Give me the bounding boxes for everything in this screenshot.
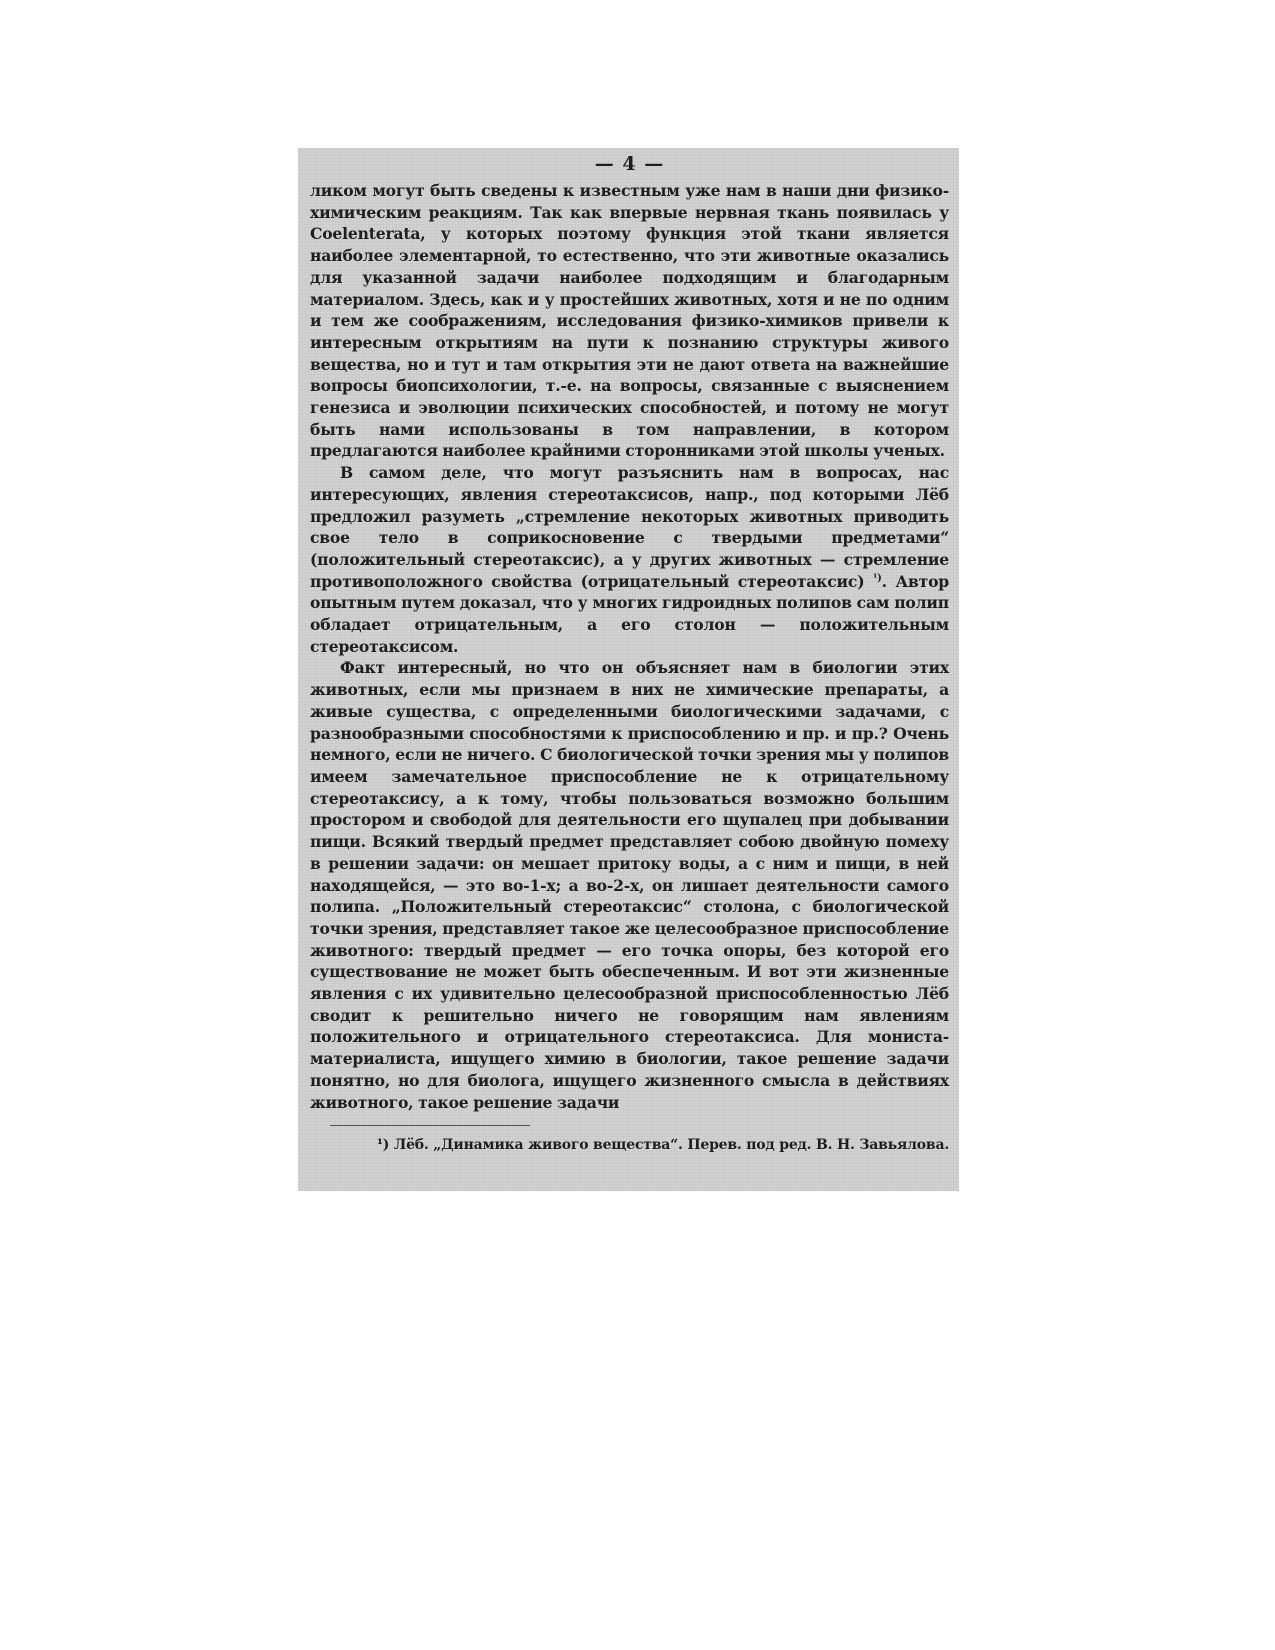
footnote-divider xyxy=(330,1125,530,1126)
footnote-marker: ¹) xyxy=(376,1137,390,1154)
page-number: — 4 — xyxy=(594,153,665,175)
footnote-reference: ¹) xyxy=(872,572,882,584)
footnote-text: Лёб. „Динамика живого вещества“. Перев. под ред. В. Н. Завьялова. xyxy=(393,1137,949,1154)
scanned-page xyxy=(298,148,959,1191)
paragraph-3: Факт интересный, но что он объясняет нам в биологии этих животных, если мы признаем в них не химические препараты, а живые существа, с определенными биологическими задачами, с разнообразными способностями к приспособлению и пр. и пр.? Очень немного, если не ничего. С биологической точки зрения мы у полипов имеем замечательное приспособление не к отрицательному стереотаксису, а к тому, чтобы пользоваться возможно большим простором и свободой для деятельности его щупалец при добывании пищи. Всякий твердый предмет представляет собою двойную помеху в решении задачи: он мешает притоку воды, а с ним и пищи, в ней находящейся, — это во-1-х; а во-2-х, он лишает деятельности самого полипа. „Положительный стереотаксис“ столона, с биологической точки зрения, представляет такое же целесообразное приспособление животного: твердый предмет — его точка опоры, без которой его существование не может быть обеспеченным. И вот эти жизненные явления с их удивительно целесообразной приспособленностью Лёб сводит к решительно ничего не говорящим нам явлениям положительного и отрицательного стереотаксиса. Для мониста-материалиста, ищущего химию в биологии, такое решение задачи понятно, но для биолога, ищущего жизненного смысла в действиях животного, такое решение задачи xyxy=(310,658,949,1112)
paragraph-2: В самом деле, что могут разъяснить нам в вопросах, нас интересующих, явления стереотаксисов, напр., под которыми Лёб предложил разуметь „стремление некоторых животных приводить свое тело в соприкосновение с твердыми предметами“ (положительный стереотаксис), а у других животных — стремление противоположного свойства (отрицательный стереотаксис) $^{^1)}$. Автор опытным путем доказал, что у многих гидроидных полипов сам полип обладает отрицательным, а его столон — положительным стереотаксисом. xyxy=(310,463,949,656)
paragraph-2-continued: Автор опытным путем доказал, что у многих гидроидных полипов сам полип обладает отрицательным, а его столон — положительным стереотаксисом. xyxy=(310,571,949,656)
footnote xyxy=(310,1136,949,1154)
paragraph-2-text: В самом деле, что могут разъяснить нам в вопросах, нас интересующих, явления стереотаксисов, напр., под которыми Лёб предложил разуметь „стремление некоторых животных приводить свое тело в соприкосновение с твердыми предметами“ (положительный стереотаксис), а у других животных — стремление противоположного свойства (отрицательный стереотаксис) xyxy=(310,463,949,591)
paragraph-1: ликом могут быть сведены к известным уже нам в наши дни физико-химическим реакциям. Так как впервые нервная ткань появилась у Coelenterata, у которых поэтому функция этой ткани является наиболее элементарной, то естественно, что эти животные оказались для указанной задачи наиболее подходящим и благодарным материалом. Здесь, как и у простейших животных, хотя и не по одним и тем же соображениям, исследования физико-химиков привели к интересным открытиям на пути к познанию структуры живого вещества, но и тут и там открытия эти не дают ответа на важнейшие вопросы биопсихологии, т.-е. на вопросы, связанные с выяснением генезиса и эволюции психических способностей, и потому не могут быть нами использованы в том направлении, в котором предлагаются наиболее крайними сторонниками этой школы ученых. xyxy=(310,181,949,461)
body-text xyxy=(310,180,949,1113)
